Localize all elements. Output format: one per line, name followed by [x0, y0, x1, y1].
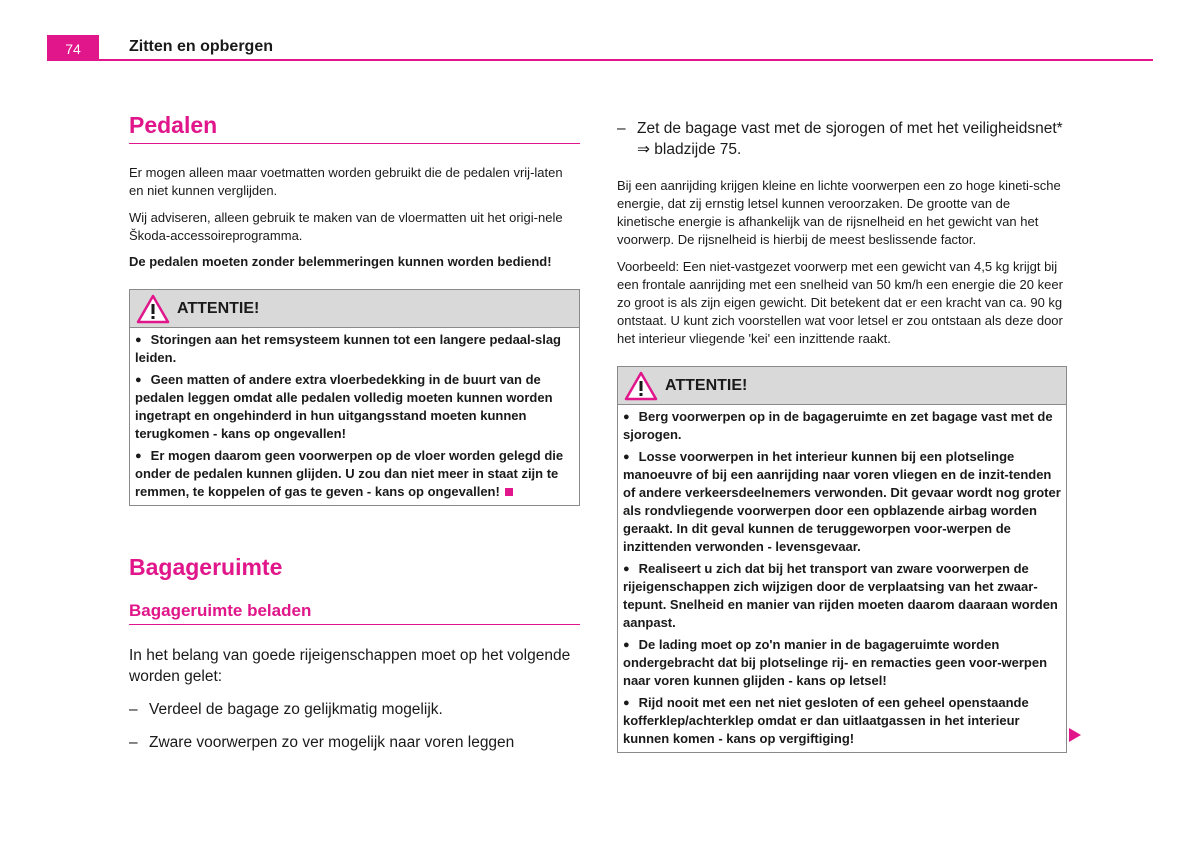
warning-triangle-icon	[136, 294, 170, 324]
left-column	[129, 112, 580, 753]
warning-item: ● Berg voorwerpen op in de bagageruimte en zet bagage vast met de sjorogen.	[623, 409, 1053, 442]
paragraph: Voorbeeld: Een niet-vastgezet voorwerp met een gewicht van 4,5 kg krijgt bij een frontale aanrijding met een snelheid van 50 km/h een energie die 20 keer zo groot is als zijn eigen gewicht. Dit betekent dat er een kracht van ca. 90 kg ontstaat. U kunt zich voorstellen wat voor letsel er zou ontstaan als deze door het interieur vliegende 'kei' een inzittende raakt.	[617, 259, 1063, 346]
warning-item: ● Er mogen daarom geen voorwerpen op de vloer worden gelegd die onder de pedalen kunnen glijden. U zou dan niet meer in staat zijn te remmen, te koppelen of gas te geven - kans op ongevallen!	[135, 448, 564, 499]
paragraph: Bij een aanrijding krijgen kleine en lichte voorwerpen een zo hoge kineti-sche energie, dat zij ernstig letsel kunnen veroorzaken. De grootte van de kinetische energie is afhankelijk van de rijsnelheid en het gewicht van het voorwerp. De rijsnelheid is hierbij de meest beslissende factor.	[617, 178, 1061, 247]
section-title-bagageruimte: Bagageruimte	[129, 554, 283, 580]
next-page-arrow-icon	[1069, 728, 1081, 742]
warning-item: ● Storingen aan het remsysteem kunnen tot een langere pedaal-slag leiden.	[135, 332, 561, 365]
list-item: – Zware voorwerpen zo ver mogelijk naar voren leggen	[129, 734, 515, 751]
page-number: 74	[47, 35, 99, 61]
warning-item: ● Realiseert u zich dat bij het transport van zware voorwerpen de rijeigenschappen zich wijzigen door de verplaatsing van het zwaar-tepunt. Snelheid en manier van rijden moeten daarom daaraan worden aanpast.	[623, 561, 1058, 630]
warning-box	[617, 366, 1067, 753]
warning-item: ● Geen matten of andere extra vloerbedekking in de buurt van de pedalen leggen omdat alle pedalen volledig moeten kunnen worden ingetrapt en ongehinderd in hun uitgangsstand moeten kunnen terugkomen - kans op ongevallen!	[135, 372, 553, 441]
warning-item: ● Losse voorwerpen in het interieur kunnen bij een plotselinge manoeuvre of bij een aanrijding naar voren vliegen en de inzit-tenden of andere verkeersdeelnemers verwonden. Dit gevaar wordt nog groter als rondvliegende voorwerpen door een opblazende airbag worden geraakt. In dit geval kunnen de teruggeworpen voor-werpen de inzittenden verwonden - levensgevaar.	[623, 449, 1061, 554]
warning-item: ● Rijd nooit met een net niet gesloten of een geheel openstaande kofferklep/achterklep omdat er dan uitlaatgassen in het interieur kunnen komen - kans op vergiftiging!	[623, 695, 1029, 746]
list-item: – Zet de bagage vast met de sjorogen of met het veiligheidsnet* ⇒ bladzijde 75.	[617, 120, 1063, 158]
end-of-section-square-icon	[505, 488, 513, 496]
chapter-title: Zitten en opbergen	[129, 38, 273, 55]
warning-body	[130, 328, 579, 505]
right-column	[617, 118, 1067, 753]
intro-paragraph: In het belang van goede rijeigenschappen moet op het volgende worden gelet:	[129, 647, 571, 685]
paragraph: Wij adviseren, alleen gebruik te maken van de vloermatten uit het origi-nele Škoda-accessoireprogramma.	[129, 210, 563, 243]
paragraph: Er mogen alleen maar voetmatten worden gebruikt die de pedalen vrij-laten en niet kunnen verglijden.	[129, 165, 563, 198]
warning-triangle-icon	[624, 371, 658, 401]
section-title-pedalen: Pedalen	[129, 112, 580, 144]
warning-header	[618, 367, 1066, 405]
warning-body	[618, 405, 1066, 752]
header-rule	[47, 59, 1153, 61]
list-item: – Verdeel de bagage zo gelijkmatig mogelijk.	[129, 701, 443, 718]
subsection-title: Bagageruimte beladen	[129, 601, 580, 625]
warning-title: ATTENTIE!	[177, 299, 260, 317]
warning-box	[129, 289, 580, 506]
warning-item: ● De lading moet op zo'n manier in de bagageruimte worden ondergebracht dat bij plotselinge rij- en remacties geen voor-werpen naar voren kunnen glijden - kans op letsel!	[623, 637, 1048, 688]
warning-header	[130, 290, 579, 328]
warning-title: ATTENTIE!	[665, 376, 748, 394]
bold-paragraph: De pedalen moeten zonder belemmeringen kunnen worden bediend!	[129, 254, 552, 269]
